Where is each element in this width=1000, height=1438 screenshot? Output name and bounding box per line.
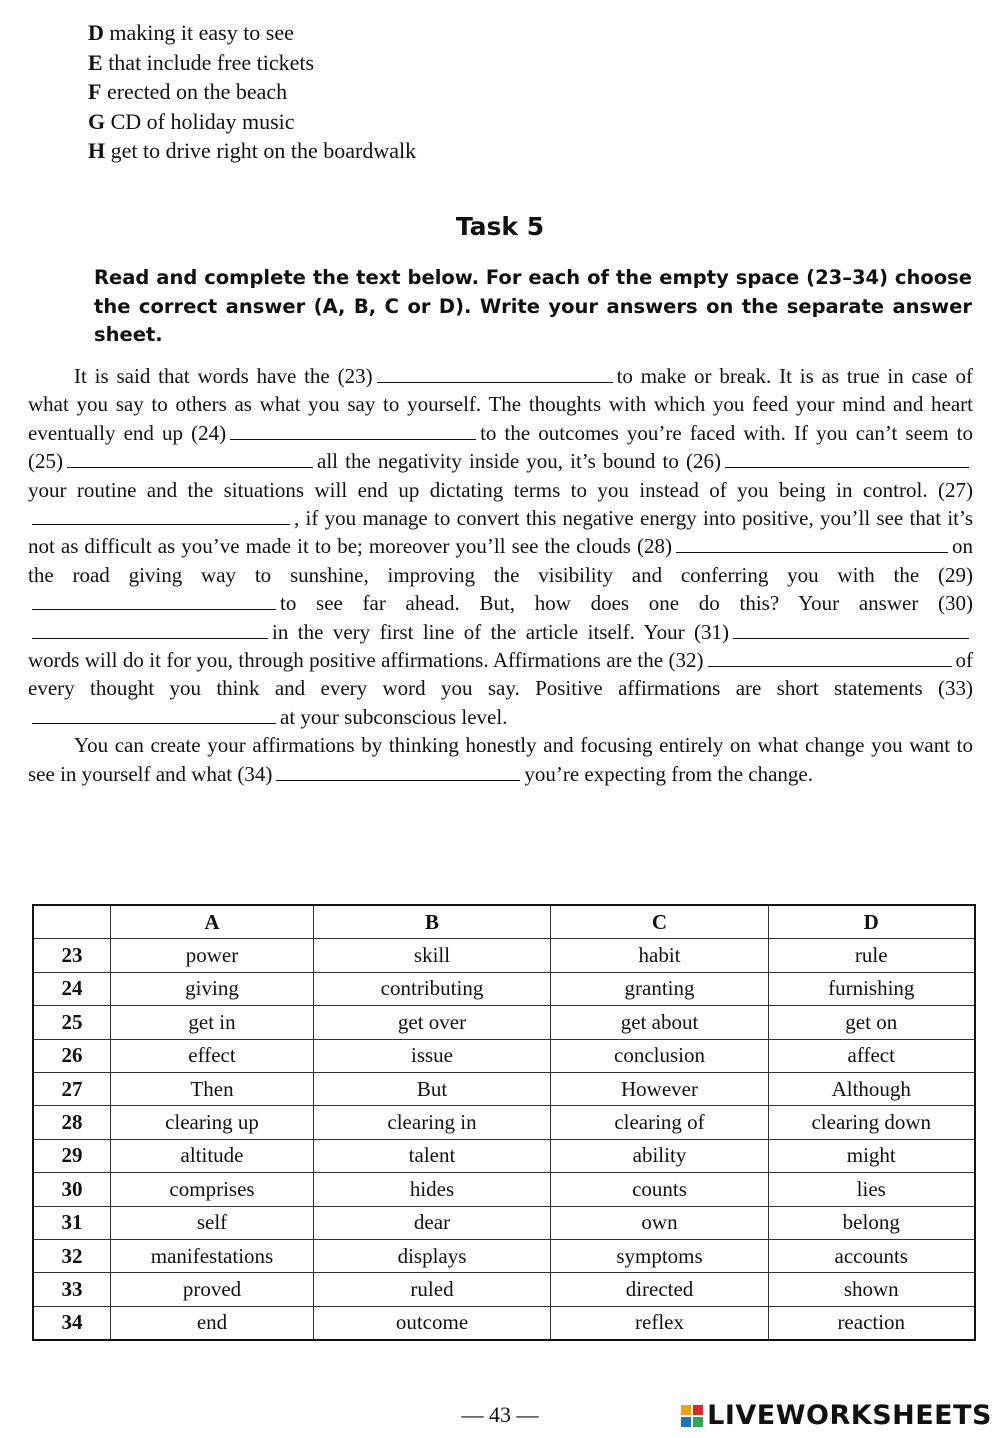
passage <box>28 362 973 788</box>
table-row <box>33 1106 975 1139</box>
answer-option-cell: However <box>551 1072 769 1105</box>
answer-option-cell: proved <box>111 1273 314 1306</box>
table-header-row <box>33 905 975 939</box>
liveworksheets-icon <box>681 1405 703 1427</box>
answer-option-cell: Although <box>769 1072 975 1105</box>
task-title: Task 5 <box>455 212 545 241</box>
answer-option-cell: directed <box>551 1273 769 1306</box>
table-row <box>33 939 975 972</box>
answer-option-cell: habit <box>551 939 769 972</box>
answer-option-cell: get on <box>769 1006 975 1039</box>
answer-option-cell: rule <box>769 939 975 972</box>
answer-option-cell: accounts <box>769 1239 975 1272</box>
answer-option-cell: dear <box>314 1206 551 1239</box>
answer-option-cell: Then <box>111 1072 314 1105</box>
question-number-cell: 25 <box>33 1006 111 1039</box>
header-cell: D <box>769 905 975 939</box>
answer-option-cell: counts <box>551 1173 769 1206</box>
answer-option-cell: get in <box>111 1006 314 1039</box>
question-number-cell: 27 <box>33 1072 111 1105</box>
blank-31[interactable] <box>733 622 969 639</box>
blank-23[interactable] <box>377 366 613 383</box>
table-row <box>33 1072 975 1105</box>
answer-option-cell: power <box>111 939 314 972</box>
question-number-cell: 31 <box>33 1206 111 1239</box>
answer-option-cell: But <box>314 1072 551 1105</box>
answer-option-cell: lies <box>769 1173 975 1206</box>
answer-option-cell: manifestations <box>111 1239 314 1272</box>
answer-option-cell: clearing down <box>769 1106 975 1139</box>
question-number-cell: 30 <box>33 1173 111 1206</box>
blank-26[interactable] <box>725 451 969 468</box>
answer-option-cell: end <box>111 1306 314 1340</box>
table-row <box>33 1006 975 1039</box>
option-item: H get to drive right on the boardwalk <box>88 138 417 164</box>
answer-option-cell: own <box>551 1206 769 1239</box>
answer-option-cell: clearing of <box>551 1106 769 1139</box>
table-row <box>33 1273 975 1306</box>
table-row <box>33 1239 975 1272</box>
answer-option-cell: reaction <box>769 1306 975 1340</box>
answer-option-cell: granting <box>551 972 769 1005</box>
blank-29[interactable] <box>32 593 276 610</box>
table-row <box>33 1039 975 1072</box>
answer-option-cell: issue <box>314 1039 551 1072</box>
blank-32[interactable] <box>708 650 952 667</box>
answer-option-cell: skill <box>314 939 551 972</box>
blank-24[interactable] <box>230 423 476 440</box>
table-row <box>33 1206 975 1239</box>
table-row <box>33 1306 975 1340</box>
option-item: E that include free tickets <box>88 49 315 75</box>
answer-option-cell: ruled <box>314 1273 551 1306</box>
option-item: G CD of holiday music <box>88 108 295 134</box>
blank-28[interactable] <box>676 536 948 553</box>
blank-25[interactable] <box>67 451 313 468</box>
question-number-cell: 33 <box>33 1273 111 1306</box>
passage-paragraph-1: It is said that words have the (23) to make or break. It is as true in case of what you say to others as what you say to yourself. The thoughts with which you feed your mind and heart eventually end up (24) to the outcomes you’re faced with. If you can’t seem to (25) all the negativity inside you, it’s bound to (26)your routine and the situations will end up dictating terms to you instead of you being in control. (27), if you manage to convert this negative energy into positive, you’ll see that it’s not as difficult as you’ve made it to be; moreover you’ll see the clouds (28) on the road giving way to sunshine, improving the visibility and conferring you with the (29)to see far ahead. But, how does one do this? Your answer (30)in the very first line of the article itself. Your (31)words will do it for you, through positive affirmations. Affirmations are the (32) of every thought you think and every word you say. Positive affirmations are short statements (33)at your subconscious level. <box>28 364 973 729</box>
brand-logo <box>681 1400 992 1431</box>
question-number-cell: 29 <box>33 1139 111 1172</box>
question-number-cell: 23 <box>33 939 111 972</box>
answer-option-cell: affect <box>769 1039 975 1072</box>
blank-27[interactable] <box>32 508 290 525</box>
answer-option-cell: belong <box>769 1206 975 1239</box>
answer-option-cell: effect <box>111 1039 314 1072</box>
answer-option-cell: displays <box>314 1239 551 1272</box>
answer-option-cell: talent <box>314 1139 551 1172</box>
answer-option-cell: self <box>111 1206 314 1239</box>
header-cell: B <box>314 905 551 939</box>
passage-paragraph-2: You can create your affirmations by thinking honestly and focusing entirely on what change you want to see in yourself and what (34) you’re expecting from the change. <box>28 733 973 786</box>
answer-option-cell: might <box>769 1139 975 1172</box>
brand-name: LIVEWORKSHEETS <box>707 1400 992 1431</box>
answer-options-list <box>88 18 416 166</box>
option-item: F erected on the beach <box>88 79 288 105</box>
question-number-cell: 34 <box>33 1306 111 1340</box>
question-number-cell: 26 <box>33 1039 111 1072</box>
answer-option-cell: clearing up <box>111 1106 314 1139</box>
answer-option-cell: symptoms <box>551 1239 769 1272</box>
answer-option-cell: furnishing <box>769 972 975 1005</box>
header-cell: C <box>551 905 769 939</box>
header-cell <box>33 905 111 939</box>
answer-option-cell: hides <box>314 1173 551 1206</box>
question-number-cell: 32 <box>33 1239 111 1272</box>
blank-33[interactable] <box>32 707 276 724</box>
task-instructions: Read and complete the text below. For each of the empty space (23–34) choose the correct answer (A, B, C or D). Write your answers on the separate answer sheet. <box>94 266 972 346</box>
answer-table <box>32 904 976 1341</box>
answer-option-cell: altitude <box>111 1139 314 1172</box>
table-row <box>33 1139 975 1172</box>
header-cell: A <box>111 905 314 939</box>
option-item: D making it easy to see <box>88 20 294 45</box>
answer-option-cell: clearing in <box>314 1106 551 1139</box>
answer-option-cell: reflex <box>551 1306 769 1340</box>
answer-option-cell: conclusion <box>551 1039 769 1072</box>
blank-34[interactable] <box>276 764 520 781</box>
answer-option-cell: giving <box>111 972 314 1005</box>
answer-option-cell: contributing <box>314 972 551 1005</box>
answer-option-cell: comprises <box>111 1173 314 1206</box>
table-row <box>33 1173 975 1206</box>
page-number: — 43 — <box>461 1402 539 1427</box>
answer-option-cell: get over <box>314 1006 551 1039</box>
answer-option-cell: outcome <box>314 1306 551 1340</box>
answer-option-cell: shown <box>769 1273 975 1306</box>
table-row <box>33 972 975 1005</box>
answer-option-cell: get about <box>551 1006 769 1039</box>
question-number-cell: 28 <box>33 1106 111 1139</box>
blank-30[interactable] <box>32 622 268 639</box>
answer-option-cell: ability <box>551 1139 769 1172</box>
question-number-cell: 24 <box>33 972 111 1005</box>
